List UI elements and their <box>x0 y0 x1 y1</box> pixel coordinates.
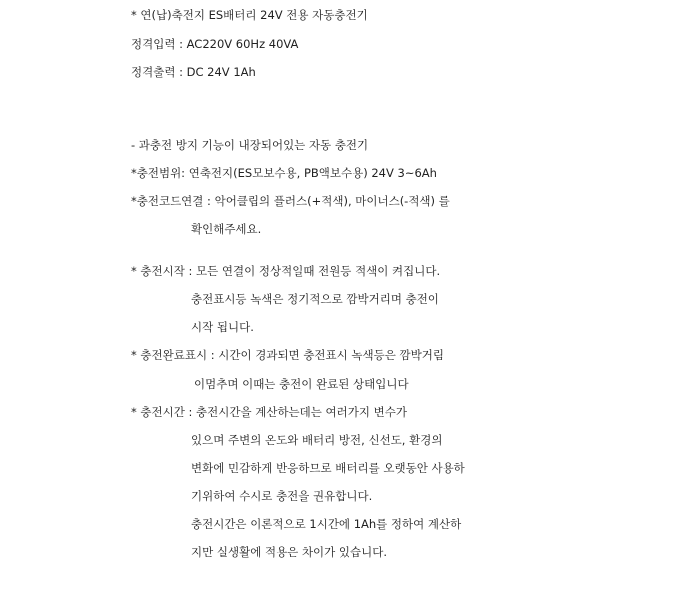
feature-overview: - 과충전 방지 기능이 내장되어있는 자동 충전기 <box>131 138 369 152</box>
cord-connection-line2: 확인해주세요. <box>191 222 262 236</box>
charge-time-line5: 충전시간은 이론적으로 1시간에 1Ah를 정하여 계산하 <box>191 517 462 531</box>
charge-time-line2: 있으며 주변의 온도와 배터리 방전, 신선도, 환경의 <box>191 433 443 447</box>
charge-start-line2: 충전표시등 녹색은 정기적으로 깜박거리며 충전이 <box>191 292 439 306</box>
charge-time-line4: 기위하여 수시로 충전을 권유합니다. <box>191 489 373 503</box>
rated-output: 정격출력 : DC 24V 1Ah <box>131 65 256 79</box>
charge-complete-line2: 이멈추며 이때는 충전이 완료된 상태입니다 <box>194 377 409 391</box>
charge-time-line6: 지만 실생활에 적용은 차이가 있습니다. <box>191 545 388 559</box>
rated-input: 정격입력 : AC220V 60Hz 40VA <box>131 37 299 51</box>
charge-time-line1: * 충전시간 : 충전시간을 계산하는데는 여러가지 변수가 <box>131 405 407 419</box>
charge-range: *충전범위: 연축전지(ES모보수용, PB액보수용) 24V 3~6Ah <box>131 166 437 180</box>
charge-time-line3: 변화에 민감하게 반응하므로 배터리를 오랫동안 사용하 <box>191 461 465 475</box>
charge-start-line1: * 충전시작 : 모든 연결이 정상적일때 전원등 적색이 켜집니다. <box>131 264 441 278</box>
charge-start-line3: 시작 됩니다. <box>191 320 254 334</box>
charge-complete-line1: * 충전완료표시 : 시간이 경과되면 충전표시 녹색등은 깜박거림 <box>131 348 444 362</box>
product-title: * 연(납)축전지 ES배터리 24V 전용 자동충전기 <box>131 8 368 22</box>
cord-connection-line1: *충전코드연결 : 악어클립의 플러스(+적색), 마이너스(-적색) 를 <box>131 194 450 208</box>
